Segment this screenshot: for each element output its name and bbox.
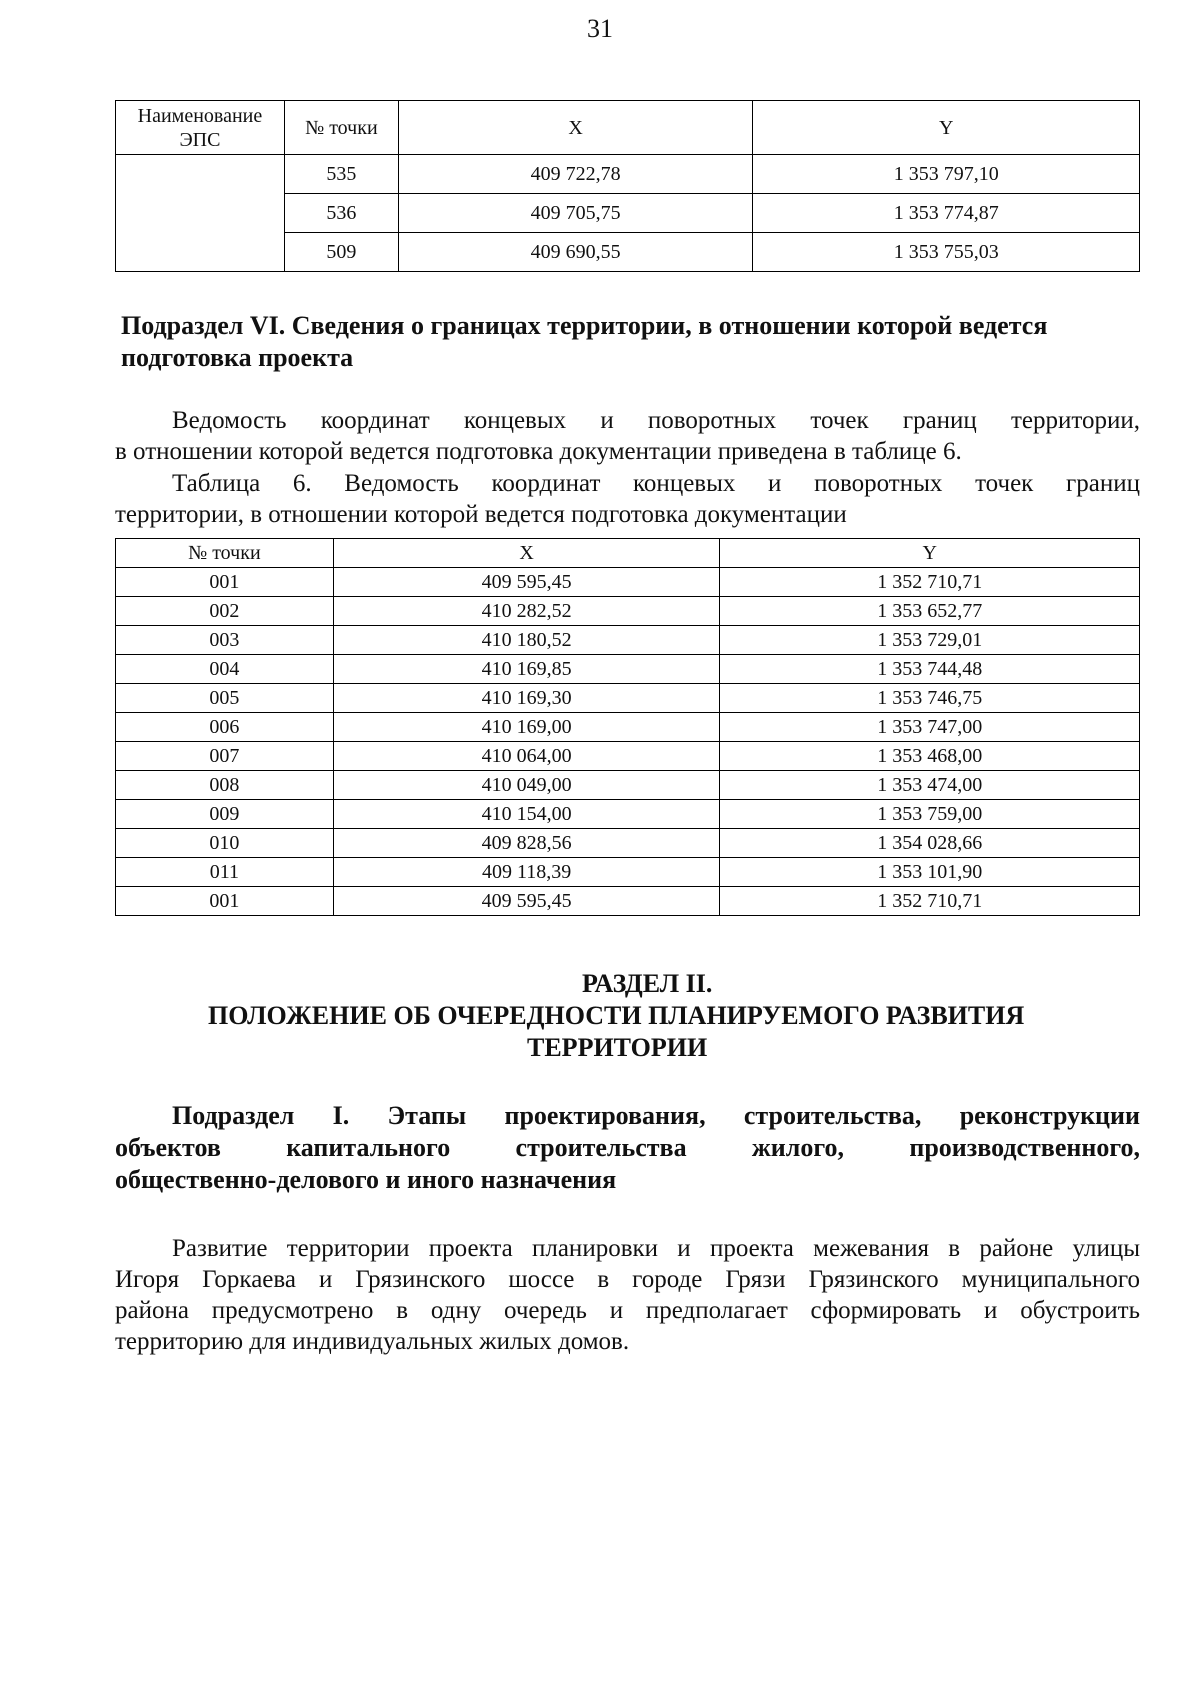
table-6-caption bbox=[115, 468, 1140, 530]
table-6 bbox=[115, 538, 1140, 916]
point-number-cell: 008 bbox=[116, 771, 334, 800]
caption-line2: территории, в отношении которой ведется подготовка документации bbox=[115, 501, 847, 528]
header-y: Y bbox=[753, 101, 1140, 155]
caption-line1: Таблица 6. Ведомость координат концевых и поворотных точек границ bbox=[172, 470, 1140, 497]
table-6-body bbox=[116, 568, 1140, 916]
intro-line1: Ведомость координат концевых и поворотных точек границ территории, bbox=[172, 407, 1140, 434]
x-cell: 410 064,00 bbox=[333, 742, 720, 771]
point-number-cell: 535 bbox=[284, 155, 398, 194]
table-row bbox=[116, 713, 1140, 742]
development-paragraph bbox=[115, 1233, 1140, 1357]
development-line4: территорию для индивидуальных жилых домов. bbox=[115, 1328, 630, 1355]
table-row bbox=[116, 155, 1140, 194]
point-number-cell: 003 bbox=[116, 626, 334, 655]
point-number-cell: 006 bbox=[116, 713, 334, 742]
table-row bbox=[116, 887, 1140, 916]
point-number-cell: 010 bbox=[116, 829, 334, 858]
eps-name-cell bbox=[116, 155, 285, 272]
subsection-1-heading-line1: Подраздел I. Этапы проектирования, строительства, реконструкции bbox=[172, 1101, 1140, 1130]
section-2-line2: ПОЛОЖЕНИЕ ОБ ОЧЕРЕДНОСТИ ПЛАНИРУЕМОГО РАЗВИТИЯ bbox=[208, 1001, 1025, 1030]
header-x: X bbox=[333, 539, 720, 568]
y-cell: 1 353 746,75 bbox=[720, 684, 1140, 713]
subsection-1-heading-line3: общественно-делового и иного назначения bbox=[115, 1165, 617, 1194]
intro-line2: в отношении которой ведется подготовка документации приведена в таблице 6. bbox=[115, 438, 962, 465]
table-row bbox=[116, 771, 1140, 800]
x-cell: 410 169,00 bbox=[333, 713, 720, 742]
point-number-cell: 001 bbox=[116, 568, 334, 597]
table-row bbox=[116, 829, 1140, 858]
table-header-row bbox=[116, 101, 1140, 155]
point-number-cell: 011 bbox=[116, 858, 334, 887]
x-cell: 410 282,52 bbox=[333, 597, 720, 626]
x-cell: 409 722,78 bbox=[398, 155, 753, 194]
subsection-6-heading-line1: Подраздел VI. Сведения о границах территории, в отношении которой ведется bbox=[121, 311, 1048, 340]
y-cell: 1 353 744,48 bbox=[720, 655, 1140, 684]
header-point-number: № точки bbox=[284, 101, 398, 155]
table-row bbox=[116, 742, 1140, 771]
subsection-6-heading bbox=[121, 310, 1140, 374]
table-header-row bbox=[116, 539, 1140, 568]
header-point-number: № точки bbox=[116, 539, 334, 568]
y-cell: 1 353 468,00 bbox=[720, 742, 1140, 771]
y-cell: 1 354 028,66 bbox=[720, 829, 1140, 858]
y-cell: 1 352 710,71 bbox=[720, 568, 1140, 597]
table-row bbox=[116, 684, 1140, 713]
development-line3: района предусмотрено в одну очередь и предполагает сформировать и обустроить bbox=[115, 1297, 1140, 1324]
header-eps-name: Наименование ЭПС bbox=[116, 101, 285, 155]
y-cell: 1 353 747,00 bbox=[720, 713, 1140, 742]
subsection-1-heading bbox=[115, 1100, 1140, 1196]
x-cell: 409 690,55 bbox=[398, 233, 753, 272]
development-line2: Игоря Горкаева и Грязинского шоссе в городе Грязи Грязинского муниципального bbox=[115, 1266, 1140, 1293]
point-number-cell: 536 bbox=[284, 194, 398, 233]
x-cell: 410 169,30 bbox=[333, 684, 720, 713]
y-cell: 1 353 797,10 bbox=[753, 155, 1140, 194]
table-row bbox=[116, 626, 1140, 655]
x-cell: 409 828,56 bbox=[333, 829, 720, 858]
intro-paragraph bbox=[115, 405, 1140, 467]
point-number-cell: 002 bbox=[116, 597, 334, 626]
y-cell: 1 352 710,71 bbox=[720, 887, 1140, 916]
x-cell: 410 180,52 bbox=[333, 626, 720, 655]
x-cell: 410 169,85 bbox=[333, 655, 720, 684]
y-cell: 1 353 755,03 bbox=[753, 233, 1140, 272]
coordinates-table-continued bbox=[115, 100, 1140, 272]
y-cell: 1 353 474,00 bbox=[720, 771, 1140, 800]
point-number-cell: 005 bbox=[116, 684, 334, 713]
subsection-1-heading-line2: объектов капитального строительства жилого, производственного, bbox=[115, 1133, 1140, 1162]
table-row bbox=[116, 655, 1140, 684]
header-y: Y bbox=[720, 539, 1140, 568]
y-cell: 1 353 101,90 bbox=[720, 858, 1140, 887]
development-line1: Развитие территории проекта планировки и проекта межевания в районе улицы bbox=[172, 1235, 1140, 1262]
table-row bbox=[116, 800, 1140, 829]
point-number-cell: 001 bbox=[116, 887, 334, 916]
section-2-line1: РАЗДЕЛ II. bbox=[582, 969, 713, 998]
section-2-line3: ТЕРРИТОРИИ bbox=[527, 1033, 708, 1062]
table-row bbox=[116, 568, 1140, 597]
page-number: 31 bbox=[587, 14, 613, 43]
x-cell: 409 595,45 bbox=[333, 887, 720, 916]
table-row bbox=[116, 858, 1140, 887]
y-cell: 1 353 652,77 bbox=[720, 597, 1140, 626]
x-cell: 409 705,75 bbox=[398, 194, 753, 233]
point-number-cell: 004 bbox=[116, 655, 334, 684]
y-cell: 1 353 759,00 bbox=[720, 800, 1140, 829]
y-cell: 1 353 774,87 bbox=[753, 194, 1140, 233]
x-cell: 410 154,00 bbox=[333, 800, 720, 829]
x-cell: 409 595,45 bbox=[333, 568, 720, 597]
point-number-cell: 509 bbox=[284, 233, 398, 272]
subsection-6-heading-line2: подготовка проекта bbox=[121, 343, 354, 372]
point-number-cell: 007 bbox=[116, 742, 334, 771]
x-cell: 409 118,39 bbox=[333, 858, 720, 887]
header-x: X bbox=[398, 101, 753, 155]
x-cell: 410 049,00 bbox=[333, 771, 720, 800]
point-number-cell: 009 bbox=[116, 800, 334, 829]
table-row bbox=[116, 597, 1140, 626]
y-cell: 1 353 729,01 bbox=[720, 626, 1140, 655]
